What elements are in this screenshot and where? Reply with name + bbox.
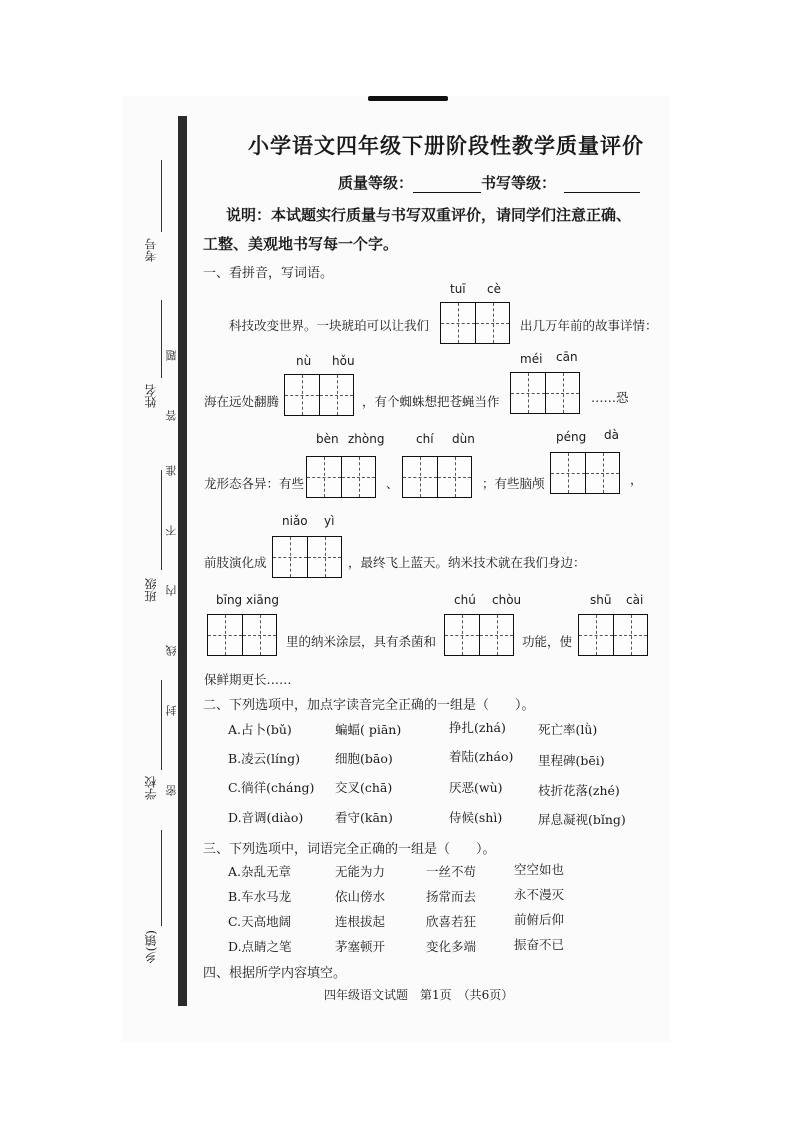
option-b-3: 着陆(zháo) xyxy=(449,749,514,764)
option-c-3: 厌恶(wù) xyxy=(449,780,503,795)
seal-char: 不 xyxy=(165,525,178,536)
section-3-heading: 三、下列选项中，词语完全正确的一组是（ ）。 xyxy=(203,842,496,857)
pinyin: hǒu xyxy=(332,354,355,368)
passage-text: ；有些脑颅 xyxy=(482,476,545,491)
seal-char: 密 xyxy=(165,785,178,796)
pinyin: tuī xyxy=(450,282,466,296)
section-2-heading: 二、下列选项中，加点字读音完全正确的一组是（ ）。 xyxy=(203,698,535,713)
word-c-3: 欣喜若狂 xyxy=(426,914,477,929)
passage-text: 科技改变世界。一块琥珀可以让我们 xyxy=(229,318,430,333)
option-b-2: 细胞(bāo) xyxy=(335,751,393,766)
option-d-4: 屏息凝视(bǐng) xyxy=(538,812,626,827)
pinyin: péng xyxy=(556,430,587,444)
answer-grid-chuchou[interactable] xyxy=(444,614,514,656)
township-label: 乡(镇) xyxy=(144,930,158,964)
word-b-3: 扬常而去 xyxy=(426,889,477,904)
answer-grid-benzhong[interactable] xyxy=(306,456,376,498)
passage-text: ……恐 xyxy=(591,390,629,405)
seal-char: 题 xyxy=(165,350,178,361)
pinyin: cè xyxy=(487,282,501,296)
word-c-1: C.天高地阔 xyxy=(228,914,292,929)
word-a-1: A.杂乱无章 xyxy=(228,864,292,879)
answer-grid-pengda[interactable] xyxy=(550,452,620,494)
seal-char: 封 xyxy=(165,705,178,716)
exam-no-line xyxy=(161,160,162,232)
pinyin: bèn xyxy=(316,432,339,446)
passage-text: 、 xyxy=(386,476,399,491)
answer-grid-chidun[interactable] xyxy=(402,456,472,498)
option-d-2: 看守(kān) xyxy=(335,810,393,825)
class-line xyxy=(161,470,162,570)
page-footer: 四年级语文试题 第1页 （共6页） xyxy=(324,988,514,1002)
pinyin: bīng xiāng xyxy=(216,593,279,607)
option-a-2: 蝙蝠( piān) xyxy=(335,722,402,737)
answer-grid-nuhou[interactable] xyxy=(284,374,354,416)
instructions-line-2: 工整、美观地书写每一个字。 xyxy=(203,235,399,253)
quality-label: 质量等级： xyxy=(338,174,414,192)
word-d-4: 振奋不已 xyxy=(514,937,565,952)
passage-text: ，最终飞上蓝天。纳米技术就在我们身边： xyxy=(348,555,586,570)
school-line xyxy=(161,680,162,770)
passage-text: 海在远处翻腾 xyxy=(204,394,280,409)
name-line xyxy=(161,300,162,378)
pinyin: niǎo xyxy=(282,514,308,528)
word-c-4: 前俯后仰 xyxy=(514,912,565,927)
pinyin: chú xyxy=(454,593,476,607)
page-title: 小学语文四年级下册阶段性教学质量评价 xyxy=(248,133,644,158)
pinyin: dùn xyxy=(452,432,475,446)
passage-text: ， xyxy=(630,472,643,487)
pinyin: méi xyxy=(520,352,543,366)
word-d-1: D.点睛之笔 xyxy=(228,939,292,954)
pinyin: shū xyxy=(590,593,612,607)
word-c-2: 连根拔起 xyxy=(335,914,386,929)
option-c-1: C.徜徉(cháng) xyxy=(228,780,315,795)
pinyin: chòu xyxy=(492,593,522,607)
township-line xyxy=(161,830,162,926)
answer-grid-bingxiang[interactable] xyxy=(207,614,277,656)
word-a-2: 无能为力 xyxy=(335,864,386,879)
pinyin: cài xyxy=(626,593,644,607)
answer-grid-niaoyi[interactable] xyxy=(272,536,342,578)
binding-bar xyxy=(178,116,187,1006)
writing-label: 书写等级： xyxy=(481,174,557,192)
word-a-3: 一丝不苟 xyxy=(426,864,477,879)
answer-grid-tuice[interactable] xyxy=(440,302,510,344)
section-4-heading: 四、根据所学内容填空。 xyxy=(203,966,347,981)
word-b-1: B.车水马龙 xyxy=(228,889,292,904)
option-d-1: D.音调(diào) xyxy=(228,810,304,825)
quality-blank[interactable] xyxy=(413,178,481,193)
seal-char: 答 xyxy=(165,410,178,421)
option-a-4: 死亡率(lǜ) xyxy=(538,722,598,737)
class-label: 班级 xyxy=(144,578,158,602)
seal-char: 准 xyxy=(165,465,178,476)
word-d-3: 变化多端 xyxy=(426,939,477,954)
seal-char: 线 xyxy=(165,645,178,656)
passage-text: 保鲜期更长…… xyxy=(204,672,292,687)
pinyin: cān xyxy=(556,350,578,364)
passage-text: 出几万年前的故事详情： xyxy=(520,318,658,333)
word-a-4: 空空如也 xyxy=(514,862,565,877)
answer-grid-shucai[interactable] xyxy=(578,614,648,656)
passage-text: 前肢演化成 xyxy=(204,555,267,570)
grade-row xyxy=(338,172,640,193)
school-label: 学校 xyxy=(144,776,158,800)
pinyin: nù xyxy=(296,354,312,368)
word-d-2: 茅塞顿开 xyxy=(335,939,386,954)
option-c-4: 枝折花落(zhé) xyxy=(538,783,620,798)
scan-mark xyxy=(368,96,448,101)
instructions-line-1: 说明：本试题实行质量与书写双重评价，请同学们注意正确、 xyxy=(226,206,632,224)
answer-grid-meican[interactable] xyxy=(510,372,580,414)
passage-text: ，有个蜘蛛想把苍蝇当作 xyxy=(362,394,500,409)
pinyin: chí xyxy=(416,432,434,446)
option-a-3: 挣扎(zhá) xyxy=(449,720,506,735)
passage-text: 功能，使 xyxy=(522,634,573,649)
option-a-1: A.占卜(bǔ) xyxy=(228,722,292,737)
exam-no-label: 考号 xyxy=(144,238,158,262)
seal-char: 内 xyxy=(165,585,178,596)
name-label: 姓名 xyxy=(144,384,158,408)
word-b-2: 依山傍水 xyxy=(335,889,386,904)
option-b-4: 里程碑(bēi) xyxy=(538,753,605,768)
passage-text: 龙形态各异：有些 xyxy=(204,476,305,491)
section-1-heading: 一、看拼音，写词语。 xyxy=(203,266,334,281)
option-b-1: B.凌云(líng) xyxy=(228,751,300,766)
writing-blank[interactable] xyxy=(564,178,640,193)
word-b-4: 永不漫灭 xyxy=(514,887,565,902)
passage-text: 里的纳米涂层，具有杀菌和 xyxy=(286,634,437,649)
pinyin: zhòng xyxy=(348,432,385,446)
pinyin: dà xyxy=(604,428,619,442)
option-d-3: 侍候(shì) xyxy=(449,810,503,825)
option-c-2: 交叉(chā) xyxy=(335,780,393,795)
pinyin: yì xyxy=(324,514,335,528)
